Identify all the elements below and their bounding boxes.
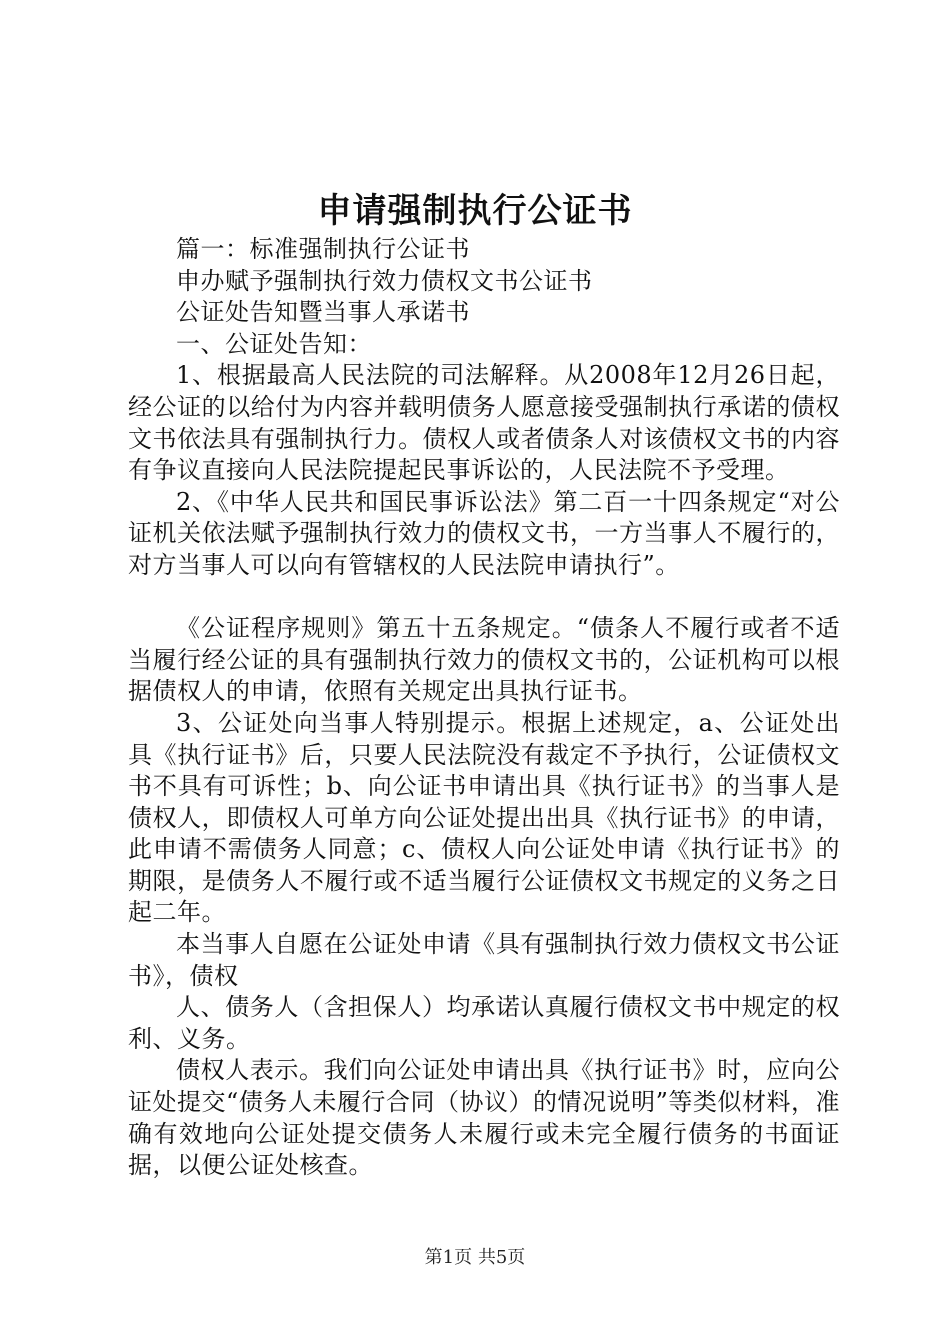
paragraph-commitment: 人、债务人（含担保人）均承诺认真履行债权文书中规定的权利、义务。 [128,993,840,1053]
page-footer: 第1页 共5页 [424,1247,526,1268]
paragraph-item-1: 1、根据最高人民法院的司法解释。从2008年12月26日起，经公证的以给付为内容并载明债务人愿意接受强制执行承诺的债权文书依法具有强制执行力。债权人或者债条人对该债权文书的内容有争议直接向人民法院提起民事诉讼的，人民法院不予受理。 [128,361,840,485]
paragraph-notice-heading: 一、公证处告知： [176,329,372,358]
document-body [128,234,840,1182]
document-title: 申请强制执行公证书 [317,191,633,231]
paragraph-subtitle-2: 公证处告知暨当事人承诺书 [176,298,470,327]
paragraph-subtitle: 申办赋予强制执行效力债权文书公证书 [176,266,593,295]
paragraph-section-heading: 篇一：标准强制执行公证书 [176,235,470,263]
paragraph-item-3: 3、公证处向当事人特别提示。根据上述规定，a、公证处出具《执行证书》后，只要人民法院没有裁定不予执行，公证债权文书不具有可诉性；b、向公证书申请出具《执行证书》的当事人是债权人，即债权人可单方向公证处提出出具《执行证书》的申请，此申请不需债务人同意；c、债权人向公证处申请《执行证书》的期限，是债务人不履行或不适当履行公证债权文书规定的义务之日起二年。 [128,708,840,927]
paragraph-creditor-statement: 债权人表示。我们向公证处申请出具《执行证书》时，应向公证处提交“债务人未履行合同（协议）的情况说明”等类似材料，准确有效地向公证处提交债务人未履行或未完全履行债务的书面证据，以便公证处核查。 [128,1056,840,1180]
paragraph-item-2: 2、《中华人民共和国民事诉讼法》第二百一十四条规定“对公证机关依法赋予强制执行效力的债权文书，一方当事人不履行的，对方当事人可以向有管辖权的人民法院申请执行”。 [128,487,840,579]
paragraph-rules: 《公证程序规则》第五十五条规定。“债条人不履行或者不适当履行经公证的具有强制执行效力的债权文书的，公证机构可以根据债权人的申请，依照有关规定出具执行证书。 [128,614,840,706]
paragraph-application: 本当事人自愿在公证处申请《具有强制执行效力债权文书公证书》，债权 [128,930,840,990]
